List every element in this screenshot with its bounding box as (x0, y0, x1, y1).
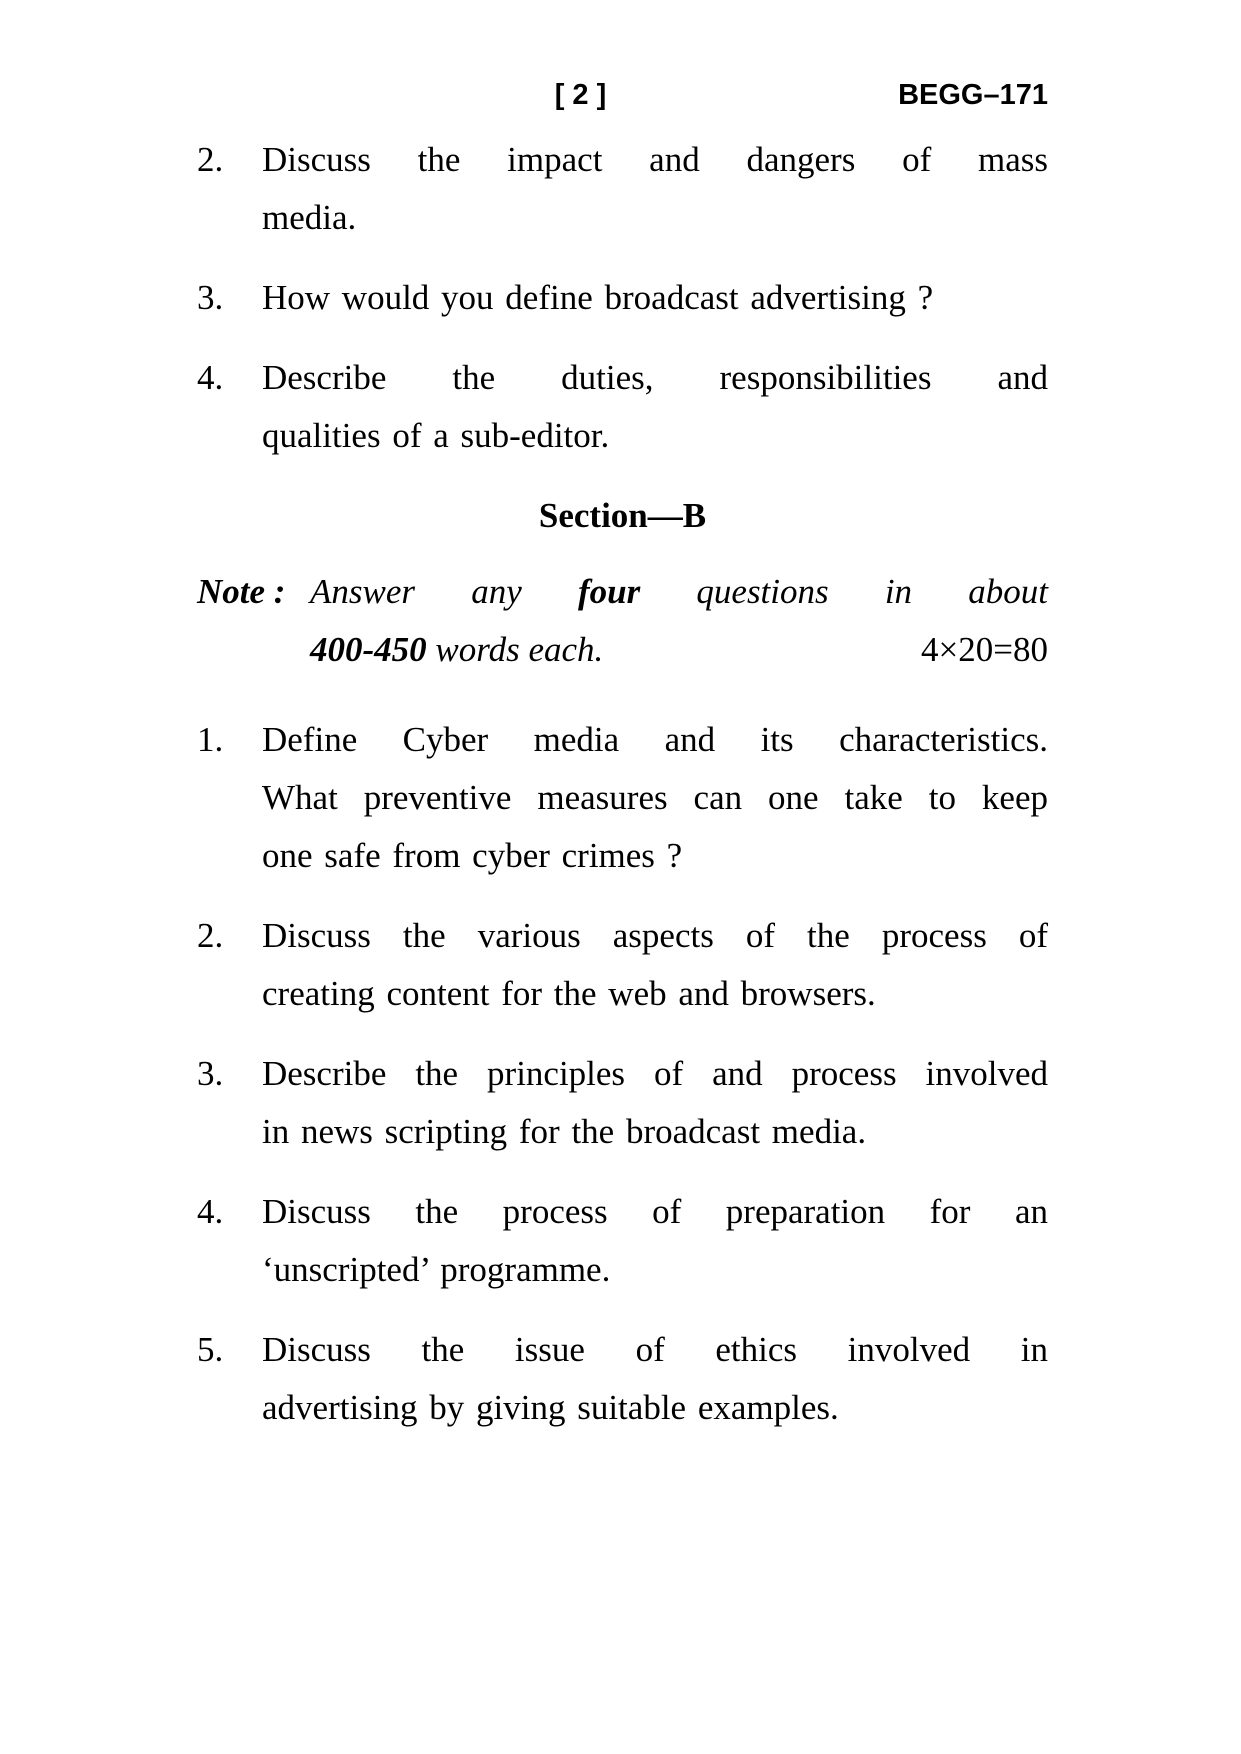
page-header (197, 75, 1048, 115)
question-line: qualities of a sub-editor. (262, 416, 610, 455)
question-line: Describe the duties, responsibilities and (262, 358, 1048, 397)
note-word-count (310, 621, 603, 679)
question-text (262, 711, 1048, 885)
page-number: [ 2 ] (554, 79, 607, 111)
question-line: creating content for the web and browsers. (262, 974, 876, 1013)
question-line: one safe from cyber crimes ? (262, 836, 683, 875)
question-item (197, 269, 1048, 327)
question-number: 3. (197, 1054, 224, 1093)
question-text (262, 1045, 1048, 1161)
note-label: Note : (197, 572, 286, 611)
question-line: Discuss the issue of ethics involved in (262, 1330, 1048, 1369)
question-text (262, 1183, 1048, 1299)
question-number: 3. (197, 278, 224, 317)
question-line: Define Cyber media and its characteristics. (262, 720, 1048, 759)
question-line: Discuss the various aspects of the process of (262, 916, 1048, 955)
question-line: Discuss the impact and dangers of mass (262, 140, 1048, 179)
question-line: advertising by giving suitable examples. (262, 1388, 839, 1427)
course-code: BEGG–171 (898, 79, 1048, 111)
note-line (310, 563, 1048, 621)
section-b-heading: Section—B (538, 496, 707, 535)
question-text (262, 349, 1048, 465)
question-item (197, 907, 1048, 1023)
question-item (197, 1321, 1048, 1437)
question-number: 4. (197, 1192, 224, 1231)
question-text (262, 269, 1048, 327)
section-a-questions (197, 131, 1048, 465)
question-text (262, 907, 1048, 1023)
note-emphasis-four: four (577, 572, 641, 611)
question-line: Describe the principles of and process involved (262, 1054, 1048, 1093)
question-line: ‘unscripted’ programme. (262, 1250, 611, 1289)
question-line: How would you define broadcast advertising ? (262, 278, 934, 317)
note-text: questions in about (640, 572, 1048, 611)
marks-scheme: 4×20=80 (921, 630, 1048, 669)
note-text: Answer any (310, 572, 578, 611)
note-block (197, 563, 1048, 679)
section-b-questions (197, 711, 1048, 1437)
question-number: 4. (197, 358, 224, 397)
question-number: 2. (197, 140, 224, 179)
question-line: in news scripting for the broadcast media. (262, 1112, 867, 1151)
note-body (310, 563, 1048, 679)
question-item (197, 131, 1048, 247)
note-line (310, 621, 1048, 679)
question-line: media. (262, 198, 357, 237)
question-number: 1. (197, 720, 224, 759)
question-line: What preventive measures can one take to keep (262, 778, 1048, 817)
question-number: 2. (197, 916, 224, 955)
question-text (262, 131, 1048, 247)
note-text: words each. (426, 630, 604, 669)
note-word-range: 400-450 (310, 630, 427, 669)
question-item (197, 1045, 1048, 1161)
question-text (262, 1321, 1048, 1437)
question-line: Discuss the process of preparation for an (262, 1192, 1048, 1231)
question-number: 5. (197, 1330, 224, 1369)
question-item (197, 711, 1048, 885)
question-item (197, 1183, 1048, 1299)
question-item (197, 349, 1048, 465)
